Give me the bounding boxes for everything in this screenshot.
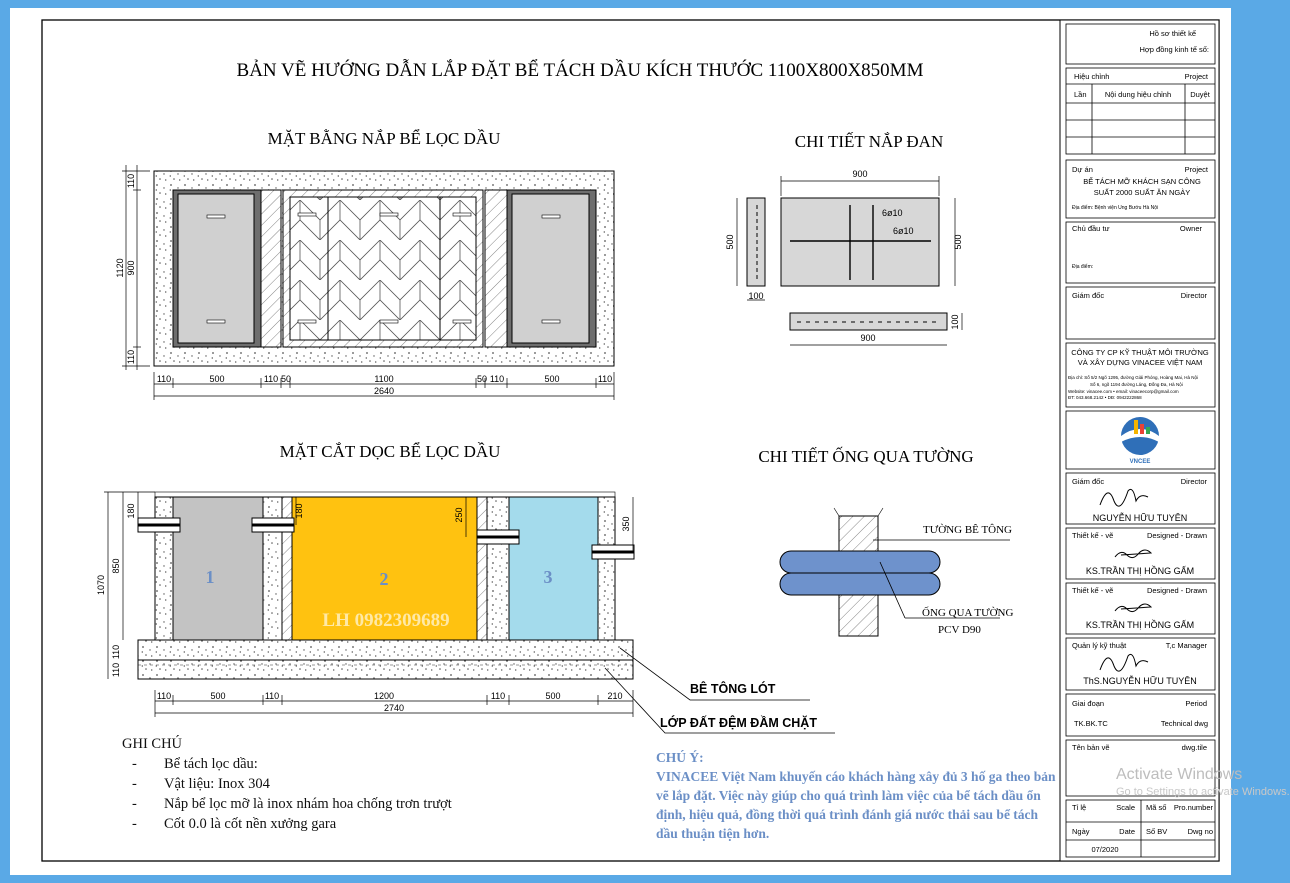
tb-duyet: Duyệt [1190, 90, 1210, 99]
tb-chudautu: Chủ đầu tư [1072, 224, 1110, 233]
cover-detail [725, 132, 963, 345]
phone-watermark: LH 0982309689 [322, 610, 450, 631]
tb-noidung: Nội dung hiệu chỉnh [1104, 90, 1172, 99]
tb-tkbktc: TK.BK.TC [1074, 719, 1108, 728]
chamber-1-label: 1 [205, 567, 215, 587]
cover-height: 500 [953, 234, 963, 250]
tb-lan: Lần [1074, 90, 1087, 99]
sec-bdim-2: 500 [210, 691, 226, 701]
tb-tyle: Tỉ lệ [1072, 803, 1087, 812]
sec-dim-in1: 180 [294, 503, 304, 519]
sec-bdim-1: 110 [156, 691, 172, 701]
tb-tcmanager: T,c Manager [1165, 641, 1207, 650]
tb-hieuchinh: Hiệu chỉnh [1074, 72, 1110, 81]
side-height: 500 [725, 234, 735, 250]
pipe-label: ỐNG QUA TƯỜNG [922, 607, 1014, 619]
tb-name-tk2: KS.TRẦN THỊ HỒNG GẤM [1085, 620, 1195, 630]
rebar-label-2: 6ø10 [893, 226, 914, 236]
tb-diadiem: Địa điểm: Bệnh viện Ung Bướu Hà Nội [1072, 205, 1159, 211]
tb-date: Date [1119, 827, 1135, 836]
tb-ngay: Ngày [1072, 827, 1090, 836]
rebar-label-1: 6ø10 [882, 208, 903, 218]
tb-designed: Designed - Drawn [1146, 531, 1207, 540]
tb-designed2: Designed - Drawn [1146, 586, 1207, 595]
title-block [1060, 20, 1219, 861]
plan-dim-3: 110 [263, 374, 279, 384]
plan-dim-total: 2640 [373, 386, 395, 396]
caution-block [656, 748, 1056, 843]
plan-dim-1: 110 [156, 374, 172, 384]
side-thickness: 100 [748, 291, 764, 301]
sec-dim-1070: 1070 [96, 574, 106, 596]
plan-dim-overall: 1120 [115, 258, 125, 278]
note-item: - Nắp bể lọc mỡ là inox nhám hoa chống trơn trượt [122, 794, 542, 814]
sec-bdim-6: 500 [545, 691, 561, 701]
tb-addr2: Số 6, ngõ 1194 đường Láng, Đống Đa, Hà Nội [1090, 382, 1183, 387]
tb-duan-name2: SUẤT 2000 SUẤT ĂN NGÀY [1093, 188, 1191, 197]
plan-dim-4: 50 [280, 374, 292, 384]
tb-tenbanve: Tên bản vẽ [1072, 743, 1110, 752]
plan-dim-left-2: 900 [126, 260, 136, 276]
sec-bdim-3: 110 [264, 691, 280, 701]
tb-diadiem2: Địa điểm: [1072, 264, 1094, 270]
tb-company1: CÔNG TY CP KỸ THUẬT MÔI TRƯỜNG [1071, 348, 1209, 357]
plan-dim-left-3: 110 [126, 349, 136, 365]
pipe-title: CHI TIẾT ỐNG QUA TƯỜNG [758, 447, 974, 466]
plan-dim-8: 500 [544, 374, 560, 384]
caution-text: VINACEE Việt Nam khuyến cáo khách hàng xây đủ 3 hố ga theo bản vẽ lắp đặt. Việc này giúp cho quá trình làm việc của bể tách dầu ổn định, hiệu quả, đồng thời quá trình đánh giá nước thải sau bể tách dầu thuận tiện hơn. [656, 769, 1056, 841]
notes-list [122, 754, 542, 834]
tb-addr3: Website: vinacee.com • email: vinaceecorp@gmail.com [1068, 389, 1179, 394]
sec-dim-850: 850 [111, 558, 121, 574]
logo-text: VNCEE [1129, 459, 1151, 465]
section-width: 900 [860, 333, 876, 343]
tb-project: Project [1184, 72, 1208, 81]
caution-heading: CHÚ Ý: [656, 750, 704, 765]
activate-windows-watermark: Activate Windows [1116, 766, 1243, 783]
notes-block [122, 734, 542, 834]
tb-project2: Project [1184, 165, 1208, 174]
note-item: - Cốt 0.0 là cốt nền xưởng gara [122, 814, 542, 834]
tb-hopdong: Hợp đồng kinh tế số: [1139, 45, 1209, 54]
activate-windows-subtext: Go to Settings to activate Windows. [1116, 786, 1290, 798]
tb-company2: VÀ XÂY DỰNG VINACEE VIỆT NAM [1077, 358, 1203, 367]
pipe-spec: PCV D90 [938, 624, 981, 636]
tb-owner: Owner [1179, 224, 1202, 233]
tb-director2: Director [1180, 477, 1207, 486]
cover-width: 900 [852, 169, 868, 179]
plan-dim-7: 110 [489, 374, 505, 384]
tb-scale: Scale [1116, 803, 1135, 812]
sec-bdim-7: 210 [607, 691, 623, 701]
plan-dim-5: 1100 [374, 374, 394, 384]
tb-date-value: 07/2020 [1091, 845, 1119, 854]
tb-sobv: Số BV [1146, 827, 1168, 836]
tb-thietke: Thiết kế - vẽ [1072, 531, 1114, 540]
label-concrete: BÊ TÔNG LÓT [690, 682, 776, 696]
section-view [96, 442, 835, 733]
tb-hoso: Hồ sơ thiết kế [1149, 29, 1196, 38]
tb-techdwg: Technical dwg [1160, 719, 1208, 728]
tb-name-ql: ThS.NGUYỄN HỮU TUYÊN [1083, 676, 1197, 686]
tb-giamdoc: Giám đốc [1072, 291, 1105, 300]
chamber-2-label: 2 [379, 569, 389, 589]
sec-bdim-total: 2740 [383, 703, 405, 713]
chamber-3-label: 3 [543, 567, 553, 587]
tb-addr4: ĐT: 043.668.2142 • DĐ: 0942222868 [1068, 395, 1142, 400]
sec-dim-right: 350 [621, 516, 631, 532]
notes-heading: GHI CHÚ [122, 736, 183, 752]
sec-dim-in2: 250 [454, 507, 464, 523]
tb-quanly: Quản lý kỹ thuật [1072, 641, 1127, 650]
tb-giamdoc2: Giám đốc [1072, 477, 1105, 486]
plan-title: MẶT BẰNG NẮP BỂ LỌC DẦU [267, 129, 501, 148]
plan-dim-left-1: 110 [126, 173, 136, 189]
tb-name-tk: KS.TRẦN THỊ HỒNG GẤM [1085, 566, 1195, 576]
sec-bdim-5: 110 [490, 691, 506, 701]
plan-dim-6: 50 [476, 374, 488, 384]
plan-dim-9: 110 [597, 374, 613, 384]
tb-pronumber: Pro.number [1173, 803, 1213, 812]
plan-dim-2: 500 [209, 374, 225, 384]
tb-dwgno: Dwg no [1187, 827, 1213, 836]
tb-dwgtile: dwg.tile [1181, 743, 1207, 752]
section-thick: 100 [950, 314, 960, 330]
sec-dim-110b: 110 [111, 662, 121, 678]
plan-view [115, 129, 614, 400]
pipe-detail [758, 447, 1013, 636]
tb-thietke2: Thiết kế - vẽ [1072, 586, 1114, 595]
tb-period: Period [1185, 699, 1207, 708]
tb-giaidoan: Giai đoạn [1072, 699, 1105, 708]
note-item: - Vật liệu: Inox 304 [122, 774, 542, 794]
section-title: MẶT CẮT DỌC BỂ LỌC DẦU [279, 442, 501, 461]
tb-name-gd: NGUYỄN HỮU TUYÊN [1092, 513, 1188, 523]
tb-director: Director [1180, 291, 1207, 300]
drawing-title: BẢN VẼ HƯỚNG DẪN LẮP ĐẶT BỂ TÁCH DẦU KÍCH THƯỚC 1100X800X850MM [236, 60, 924, 81]
wall-label: TƯỜNG BÊ TÔNG [923, 524, 1012, 536]
tb-duan: Dự án [1072, 165, 1093, 174]
note-item: - Bể tách lọc dầu: [122, 754, 542, 774]
sec-dim-110a: 110 [111, 644, 121, 660]
tb-duan-name1: BỂ TÁCH MỠ KHÁCH SẠN CÔNG [1083, 177, 1201, 186]
cover-title: CHI TIẾT NẮP ĐAN [794, 132, 944, 151]
tb-maso: Mã số [1146, 803, 1167, 812]
sec-bdim-4: 1200 [373, 691, 395, 701]
tb-addr1: Địa chỉ: Số 5/2 Ngõ 1295, đường Giải Phóng, Hoàng Mai, Hà Nội [1068, 375, 1199, 380]
label-soil: LỚP ĐẤT ĐỆM ĐẦM CHẶT [660, 716, 817, 730]
sec-dim-180: 180 [126, 503, 136, 519]
